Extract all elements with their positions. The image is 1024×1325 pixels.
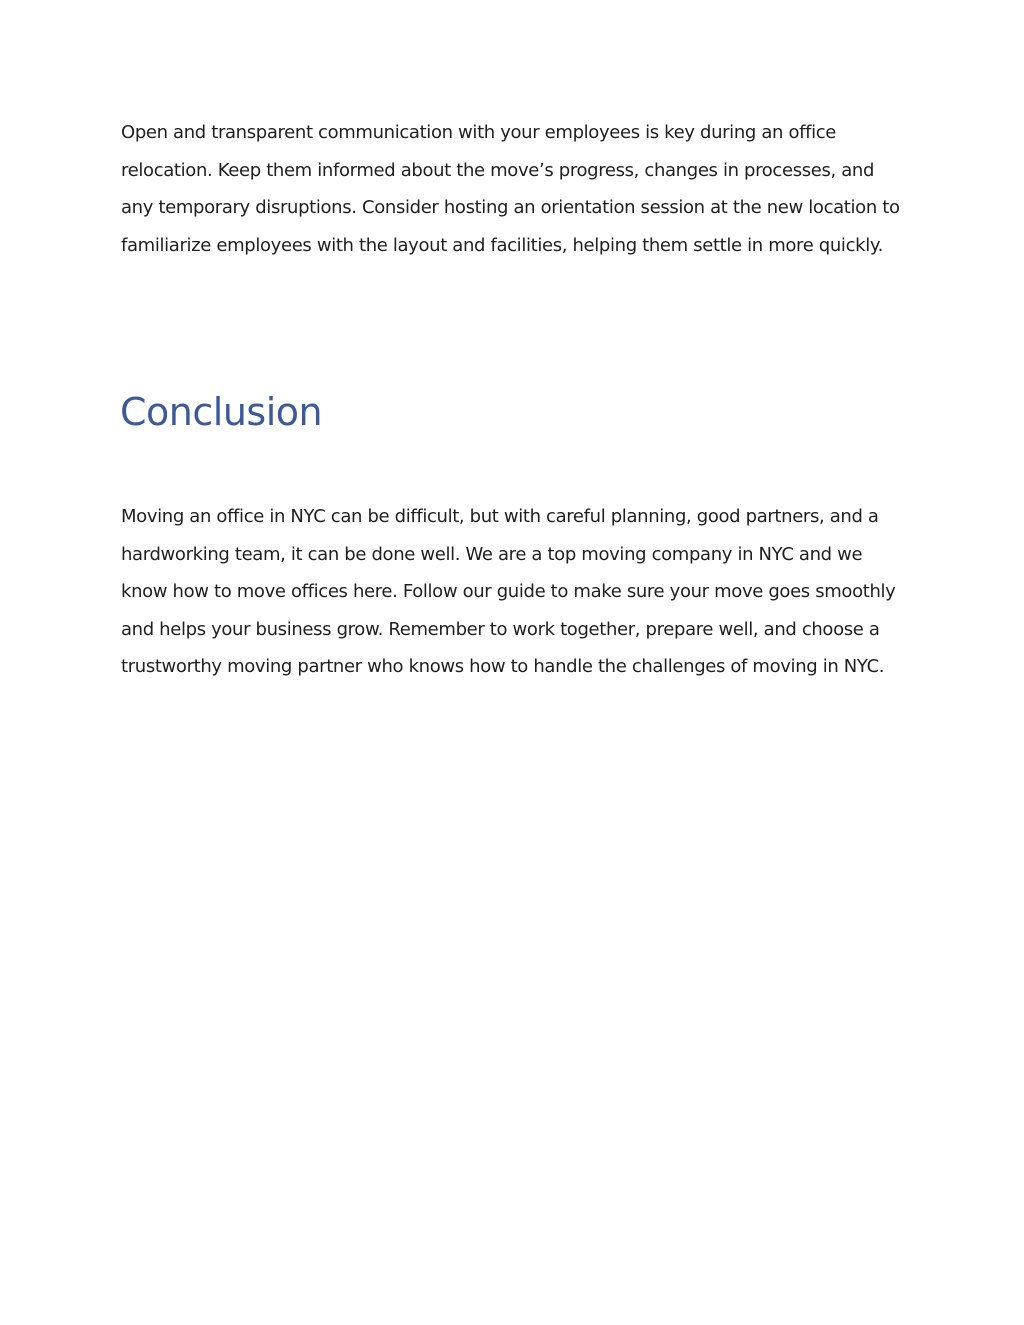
communication-paragraph: Open and transparent communication with your employees is key during an office relocation. Keep them informed about the move’s progress, changes in processes, and any temporary disruptions. Consider hosting an orientation session at the new location to familiarize employees with the layout and facilities, helping them settle in more quickly. xyxy=(121,122,900,256)
conclusion-paragraph: Moving an office in NYC can be difficult, but with careful planning, good partners, and a hardworking team, it can be done well. We are a top moving company in NYC and we know how to move offices here. Follow our guide to make sure your move goes smoothly and helps your business grow. Remember to work together, prepare well, and choose a trustworthy moving partner who knows how to handle the challenges of moving in NYC. xyxy=(121,506,896,678)
conclusion-heading: Conclusion xyxy=(120,390,323,434)
